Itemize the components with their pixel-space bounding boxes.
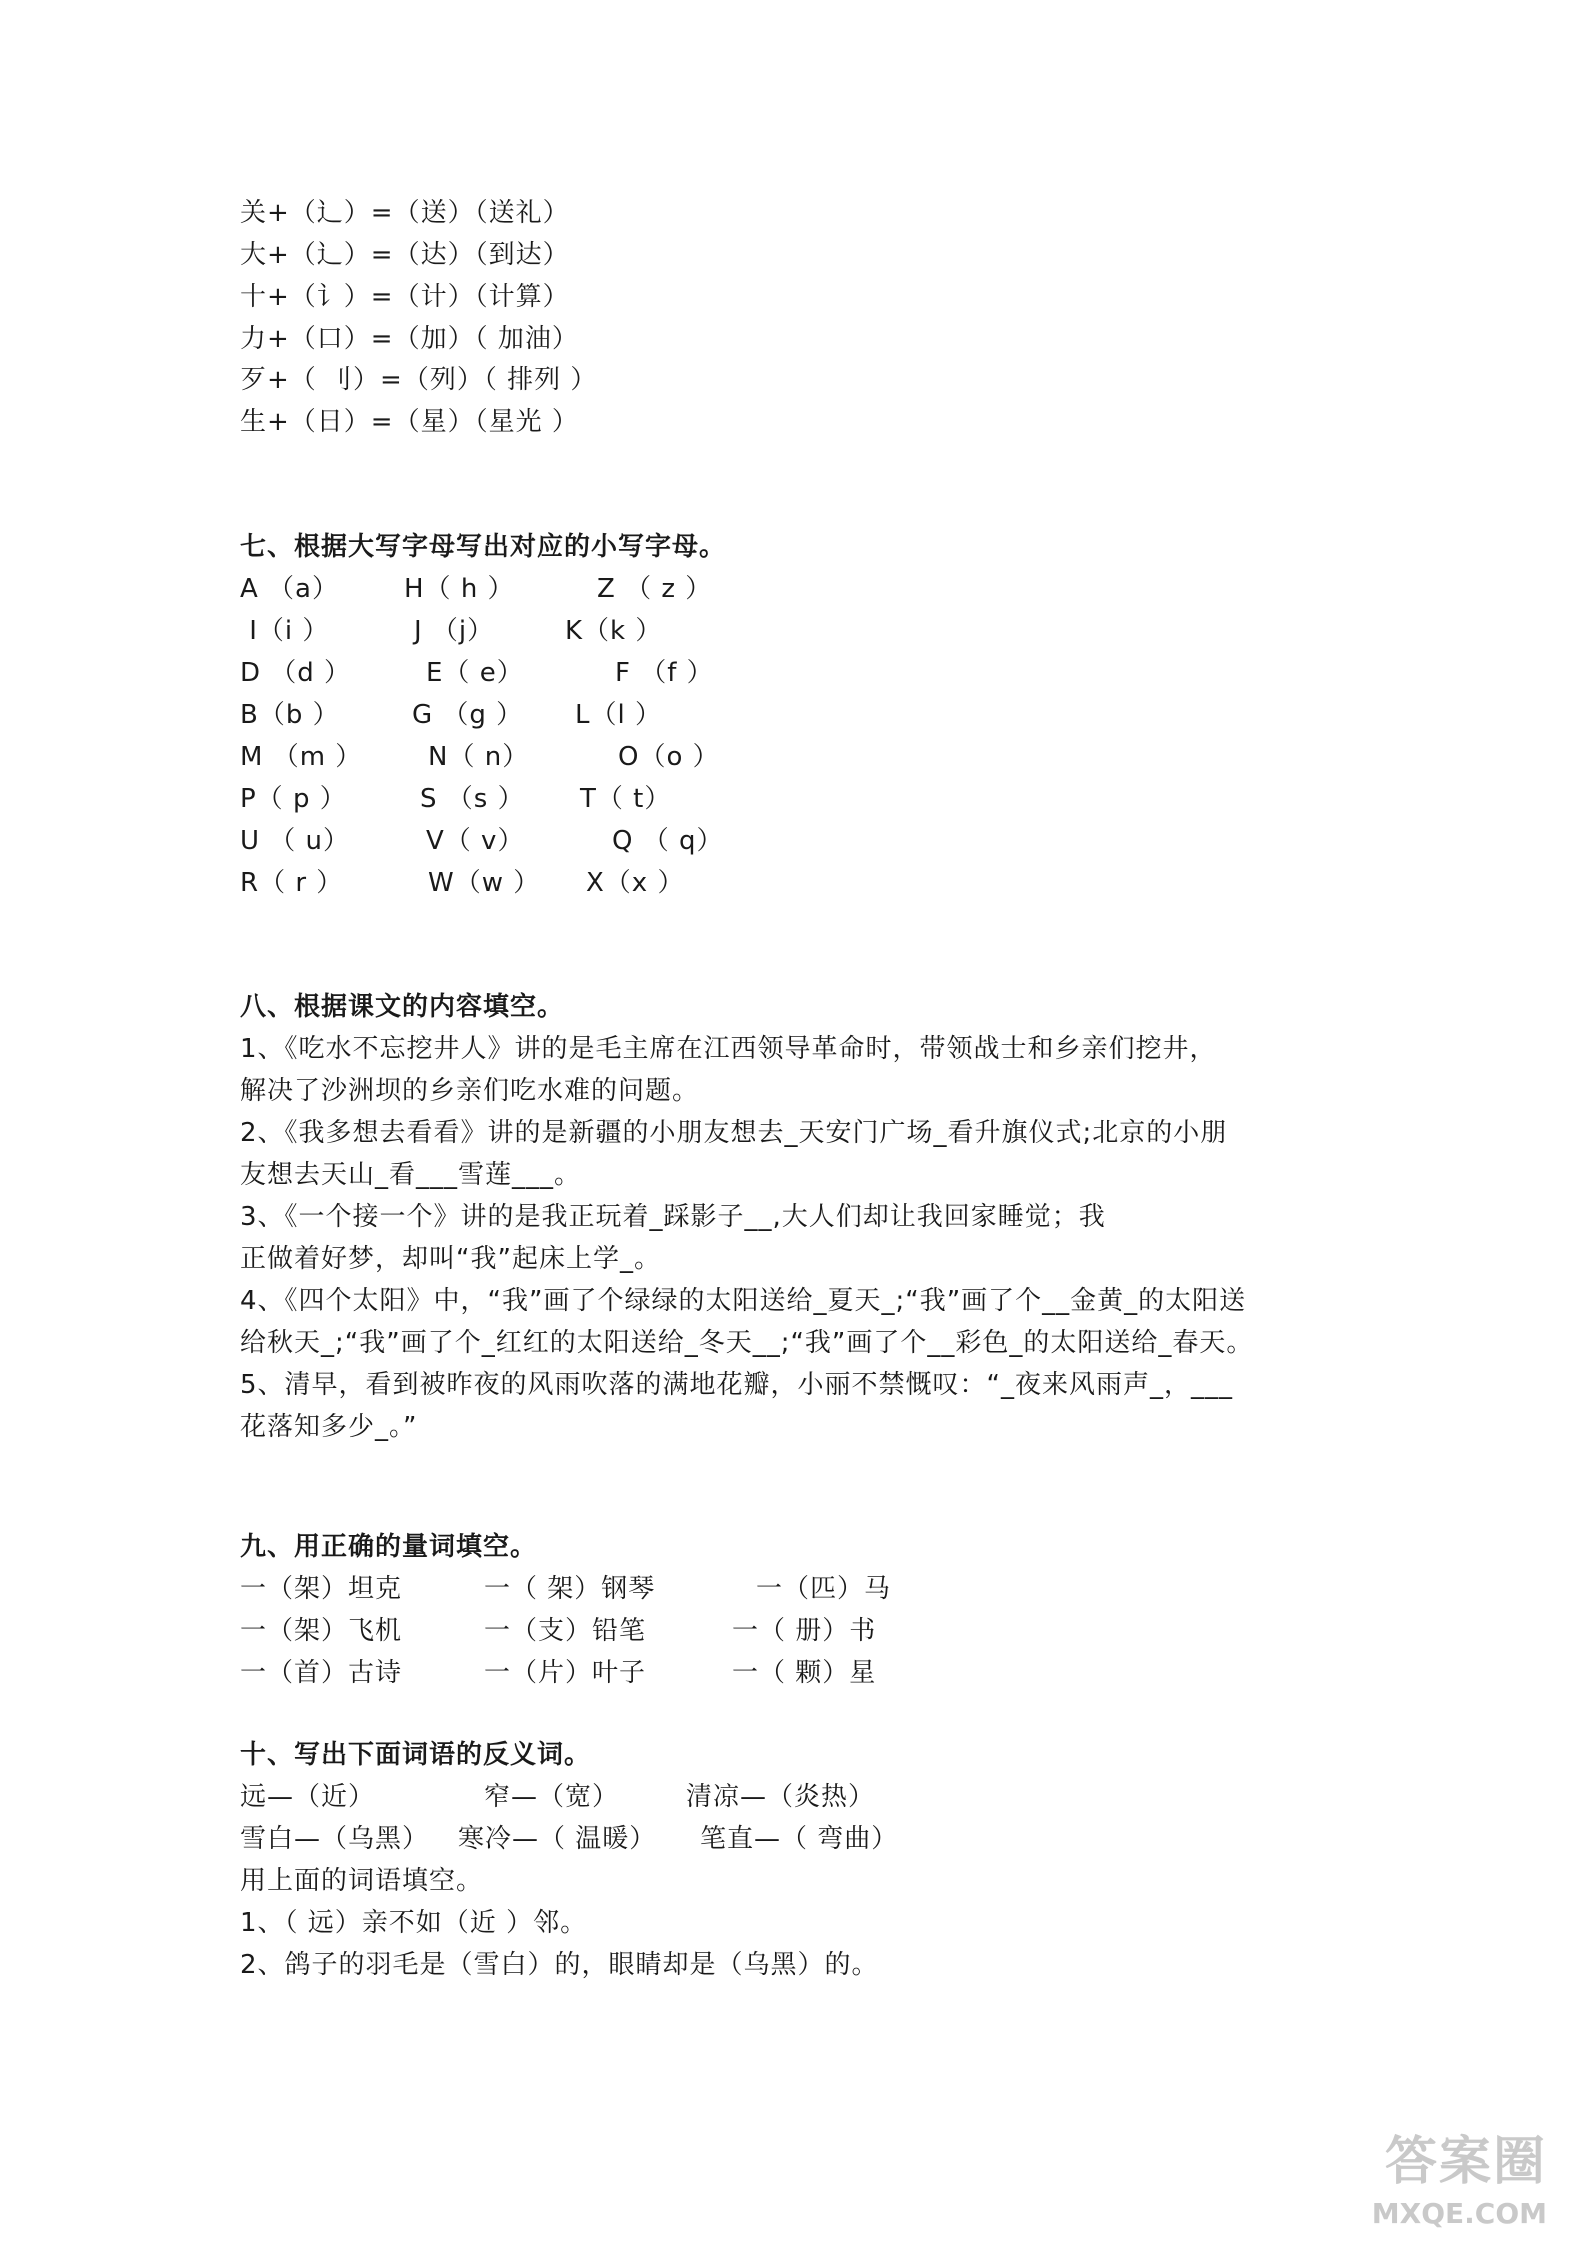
letter-pair: W（w ） — [428, 868, 541, 898]
radical-line: 歹+（ 刂）=（列）（ 排列 ） — [240, 365, 598, 395]
watermark-logo: 答案圈 — [1384, 2131, 1547, 2192]
measure-item: 一（架）飞机 — [240, 1616, 403, 1646]
measure-item: 一（首）古诗 — [240, 1658, 403, 1688]
radical-line: 十+（讠）=（计）（计算） — [240, 282, 570, 312]
letter-pair: A （a） — [240, 574, 339, 604]
antonym-pair: 寒冷—（ 温暖） — [458, 1824, 657, 1854]
radical-line: 生+（日）=（星）（星光 ） — [240, 407, 579, 437]
fill-line: 5、清早，看到被昨夜的风雨吹落的满地花瓣，小丽不禁慨叹：“_夜来风雨声_，___ — [240, 1370, 1234, 1400]
letter-pair: X（x ） — [586, 868, 685, 898]
fill-line: 解决了沙洲坝的乡亲们吃水难的问题。 — [240, 1076, 700, 1106]
letter-pair: M （m ） — [240, 742, 363, 772]
measure-item: 一（匹）马 — [756, 1574, 892, 1604]
letter-pair: N（ n） — [428, 742, 530, 772]
letter-pair: T（ t） — [580, 784, 672, 814]
measure-item: 一（片）叶子 — [484, 1658, 647, 1688]
letter-row — [240, 824, 1360, 858]
fill-line: 花落知多少_。” — [240, 1412, 418, 1442]
letter-pair: R（ r ） — [240, 868, 344, 898]
letter-pair: G （g ） — [412, 700, 524, 730]
antonym-fill-line: 2、鸽子的羽毛是（雪白）的，眼睛却是（乌黑）的。 — [240, 1950, 879, 1980]
antonym-row — [240, 1822, 1360, 1856]
letter-pair: D （d ） — [240, 658, 352, 688]
antonym-pair: 雪白—（乌黑） — [240, 1824, 430, 1854]
antonym-pair: 窄—（宽） — [484, 1782, 620, 1812]
letter-pair: J （j） — [414, 616, 495, 646]
radical-line: 力+（口）=（加）（ 加油） — [240, 324, 579, 354]
fill-line: 4、《四个太阳》中，“我”画了个绿绿的太阳送给_夏天_;“我”画了个__金黄_的太阳送 — [240, 1286, 1247, 1316]
fill-line: 友想去天山_看___雪莲___。 — [240, 1160, 582, 1190]
measure-row — [240, 1614, 1360, 1648]
letter-pair: V（ v） — [426, 826, 525, 856]
antonym-fill-line: 1、（ 远）亲不如（近 ）邻。 — [240, 1908, 588, 1938]
section-8-heading: 八、根据课文的内容填空。 — [240, 992, 565, 1022]
letter-pair: S （s ） — [420, 784, 525, 814]
letter-pair: B（b ） — [240, 700, 340, 730]
radical-line: 大+（辶）=（达）（到达） — [240, 240, 570, 270]
letter-row — [240, 782, 1360, 816]
letter-row — [240, 656, 1360, 690]
letter-row — [240, 572, 1360, 606]
letter-pair: U （ u） — [240, 826, 351, 856]
letter-pair: I（i ） — [240, 616, 330, 646]
watermark — [1367, 2131, 1547, 2231]
letter-pair: E（ e） — [426, 658, 524, 688]
letter-row — [240, 698, 1360, 732]
measure-item: 一（ 册）书 — [732, 1616, 877, 1646]
section-7-heading: 七、根据大写字母写出对应的小写字母。 — [240, 532, 727, 562]
measure-item: 一（ 架）钢琴 — [484, 1574, 656, 1604]
letter-pair: K（k ） — [565, 616, 663, 646]
antonym-row — [240, 1780, 1360, 1814]
antonym-pair: 笔直—（ 弯曲） — [700, 1824, 899, 1854]
measure-item: 一（架）坦克 — [240, 1574, 403, 1604]
fill-line: 2、《我多想去看看》讲的是新疆的小朋友想去_天安门广场_看升旗仪式;北京的小朋 — [240, 1118, 1228, 1148]
letter-pair: O（o ） — [618, 742, 720, 772]
measure-row — [240, 1656, 1360, 1690]
fill-line: 3、《一个接一个》讲的是我正玩着_踩影子__,大人们却让我回家睡觉；我 — [240, 1202, 1106, 1232]
antonym-pair: 清凉—（炎热） — [686, 1782, 876, 1812]
letter-pair: Z （ z ） — [597, 574, 713, 604]
measure-row — [240, 1572, 1360, 1606]
antonym-subheading: 用上面的词语填空。 — [240, 1866, 484, 1896]
letter-pair: F （f ） — [615, 658, 714, 688]
letter-pair: H（ h ） — [404, 574, 515, 604]
fill-line: 正做着好梦，却叫“我”起床上学_。 — [240, 1244, 661, 1274]
letter-pair: Q （ q） — [612, 826, 724, 856]
measure-item: 一（ 颗）星 — [732, 1658, 877, 1688]
letter-row — [240, 866, 1360, 900]
antonym-pair: 远—（近） — [240, 1782, 376, 1812]
measure-item: 一（支）铅笔 — [484, 1616, 647, 1646]
fill-line: 1、《吃水不忘挖井人》讲的是毛主席在江西领导革命时，带领战士和乡亲们挖井， — [240, 1034, 1217, 1064]
fill-line: 给秋天_;“我”画了个_红红的太阳送给_冬天__;“我”画了个__彩色_的太阳送给_春天。 — [240, 1328, 1254, 1358]
watermark-url: MXQE.COM — [1371, 2197, 1547, 2230]
letter-row — [240, 614, 1360, 648]
section-10-heading: 十、写出下面词语的反义词。 — [240, 1740, 592, 1770]
letter-row — [240, 740, 1360, 774]
letter-pair: L（l ） — [575, 700, 662, 730]
section-9-heading: 九、用正确的量词填空。 — [240, 1532, 538, 1562]
radical-line: 关+（辶）=（送）（送礼） — [240, 198, 570, 228]
letter-pair: P（ p ） — [240, 784, 347, 814]
